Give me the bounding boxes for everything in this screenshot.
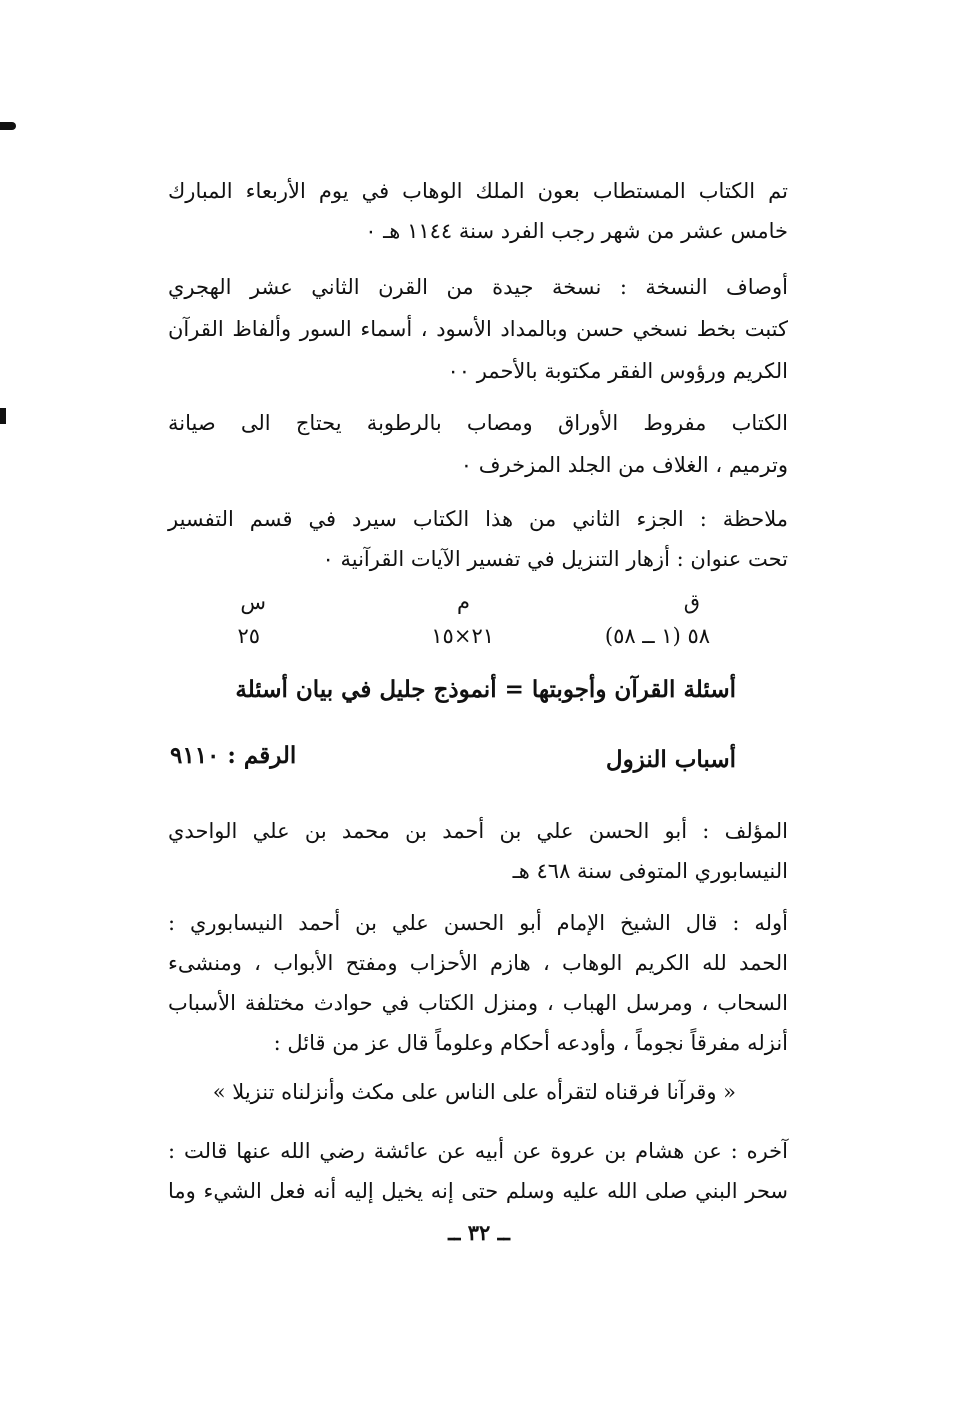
colophon-line: خامس عشر من شهر رجب الفرد سنة ١١٤٤ هـ ٠ (365, 219, 788, 243)
incipit-line: السحاب ، ومرسل الهباب ، ومنزل الكتاب في حوادث مختلفة الأسباب (168, 991, 788, 1015)
incipit-line: أوله : قال الشيخ الإمام أبو الحسن علي بن أحمد النيسابوري : (168, 911, 788, 935)
incipit-line: أنزله مفرقاً نجوماً ، وأودعه أحكام وعلوماً قال عز من قائل : (273, 1031, 788, 1055)
record-number: الرقم : ٩١١٠ (170, 742, 297, 769)
code-value-q: ٥٨ (١ ــ ٥٨) (604, 624, 710, 648)
section-title: أسئلة القرآن وأجوبتها = أنموذج جليل في بيان أسئلة (235, 676, 736, 703)
description-line: الكريم ورؤوس الفقر مكتوبة بالأحمر ٠٠ (447, 359, 788, 383)
quran-quote: « وقرآنا فرقناه لتقرأه على الناس على مكث وأنزلناه تنزيلا » (212, 1080, 736, 1104)
explicit-line: آخره : عن هشام بن عروة عن أبيه عن عائشة رضي الله عنها قالت : (168, 1139, 788, 1163)
code-label-q: ق (683, 590, 700, 614)
code-label-s: س (240, 590, 266, 614)
condition-line: الكتاب مفروط الأوراق ومصاب بالرطوبة يحتاج الى صيانة (168, 411, 788, 435)
page-number: ــ ٣٢ ــ (448, 1220, 510, 1245)
incipit-line: الحمد لله الكريم الوهاب ، هازم الأحزاب ومفتح الأبواب ، ومنشىء (168, 951, 788, 975)
catalog-codes (230, 590, 710, 650)
code-value-m: ٢١×١٥ (431, 624, 494, 648)
author-line: النيسابوري المتوفى سنة ٤٦٨ هـ (512, 859, 788, 883)
colophon-line: تم الكتاب المستطاب بعون الملك الوهاب في يوم الأربعاء المبارك (168, 179, 788, 203)
scan-edge-mark (0, 122, 16, 130)
author-line: المؤلف : أبو الحسن علي بن أحمد بن محمد بن علي الواحدي (168, 819, 788, 843)
scan-edge-mark (0, 408, 6, 424)
code-value-s: ٢٥ (237, 624, 260, 648)
record-name: أسباب النزول (605, 746, 736, 773)
code-label-m: م (456, 590, 470, 614)
condition-line: وترميم ، الغلاف من الجلد المزخرف ٠ (460, 453, 788, 477)
note-line: تحت عنوان : أزهار التنزيل في تفسير الآيات القرآنية ٠ (322, 547, 788, 571)
note-line: ملاحظة : الجزء الثاني من هذا الكتاب سيرد في قسم التفسير (168, 507, 788, 531)
description-line: أوصاف النسخة : نسخة جيدة من القرن الثاني عشر الهجري (168, 275, 788, 299)
description-line: كتبت بخط نسخي حسن وبالمداد الأسود ، أسماء السور وألفاظ القرآن (168, 317, 788, 341)
explicit-line: سحر البني صلى الله عليه وسلم حتى إنه يخيل إليه أنه فعل الشيء وما (168, 1179, 788, 1203)
